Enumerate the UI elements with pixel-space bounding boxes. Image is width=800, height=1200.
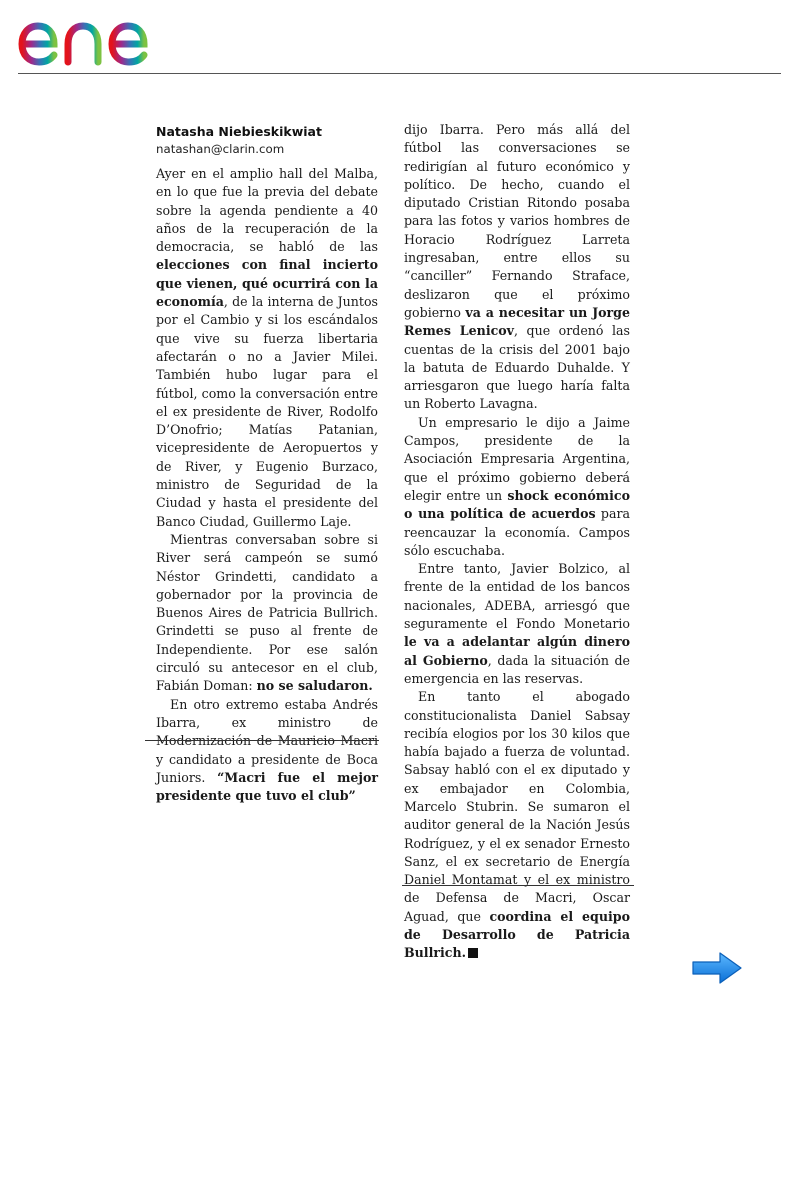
next-page-arrow-icon[interactable] <box>690 950 744 986</box>
paragraph: En tanto el abogado constitucionalista Daniel Sabsay recibía elogios por los 30 kilos que había bajado a fuerza de voluntad. Sabsay habló con el ex diputado y ex embajador en Colombia, Marcelo Stubrin. Se sumaron el auditor general de la Nación Jesús Rodríguez, y el ex senador Ernesto Sanz, el ex secretario de Energía Daniel Montamat y el ex ministro de Defensa de Macri, Oscar Aguad, que coordina el equipo de Desarrollo de Patricia Bullrich. <box>404 689 630 961</box>
article-column-1 <box>156 165 378 805</box>
logo-text: enel <box>16 4 19 5</box>
paragraph: En otro extremo estaba Andrés Ibarra, ex ministro de Modernización de Mauricio Macri y candidato a presidente de Boca Juniors. “Macri fue el mejor presidente que tuvo el club” <box>156 696 378 804</box>
paragraph: Ayer en el amplio hall del Malba, en lo que fue la previa del debate sobre la agenda pendiente a 40 años de la recuperación de la democracia, se habló de las elecciones con final incierto que vienen, qué ocurrirá con la economía, de la interna de Juntos por el Cambio y si los escándalos que vive su fuerza libertaria afectarán o no a Javier Milei. También hubo lugar para el fútbol, como la conversación entre el ex presidente de River, Rodolfo D’Onofrio; Matías Patanian, vicepresidente de Aeropuertos y de River, y Eugenio Burzaco, ministro de Seguridad de la Ciudad y hasta el presidente del Banco Ciudad, Guillermo Laje. <box>156 166 378 529</box>
author-name: Natasha Niebieskikwiat <box>156 124 322 139</box>
column-1-end-rule <box>145 740 379 741</box>
paragraph: dijo Ibarra. Pero más allá del fútbol las conversaciones se redirigían al futuro económico y político. De hecho, cuando el diputado Cristian Ritondo posaba para las fotos y varios hombres de Horacio Rodríguez Larreta ingresaban, entre ellos su “canciller” Fernando Straface, deslizaron que el próximo gobierno va a necesitar un Jorge Remes Lenicov, que ordenó las cuentas de la crisis del 2001 bajo la batuta de Eduardo Duhalde. Y arriesgaron que luego haría falta un Roberto Lavagna. <box>404 122 631 412</box>
byline <box>156 123 386 158</box>
paragraph: Entre tanto, Javier Bolzico, al frente de la entidad de los bancos nacionales, ADEBA, arriesgó que seguramente el Fondo Monetario le va a adelantar algún dinero al Gobierno, dada la situación de emergencia en las reservas. <box>404 561 630 686</box>
enel-logo <box>16 4 182 68</box>
paragraph: Mientras conversaban sobre si River será campeón se sumó Néstor Grindetti, candidato a gobernador por la provincia de Buenos Aires de Patricia Bullrich. Grindetti se puso al frente de Independiente. Por ese salón circuló su antecesor en el club, Fabián Doman: no se saludaron. <box>156 531 378 694</box>
header-divider <box>18 73 781 74</box>
paragraph: Un empresario le dijo a Jaime Campos, presidente de la Asociación Empresaria Argentina, que el próximo gobierno deberá elegir entre un shock económico o una política de acuerdos para reencauzar la economía. Campos sólo escuchaba. <box>404 414 630 558</box>
end-of-article-mark <box>468 948 478 958</box>
author-email[interactable]: natashan@clarin.com <box>156 142 285 156</box>
article-column-2 <box>404 121 630 963</box>
column-2-end-rule <box>402 885 634 886</box>
